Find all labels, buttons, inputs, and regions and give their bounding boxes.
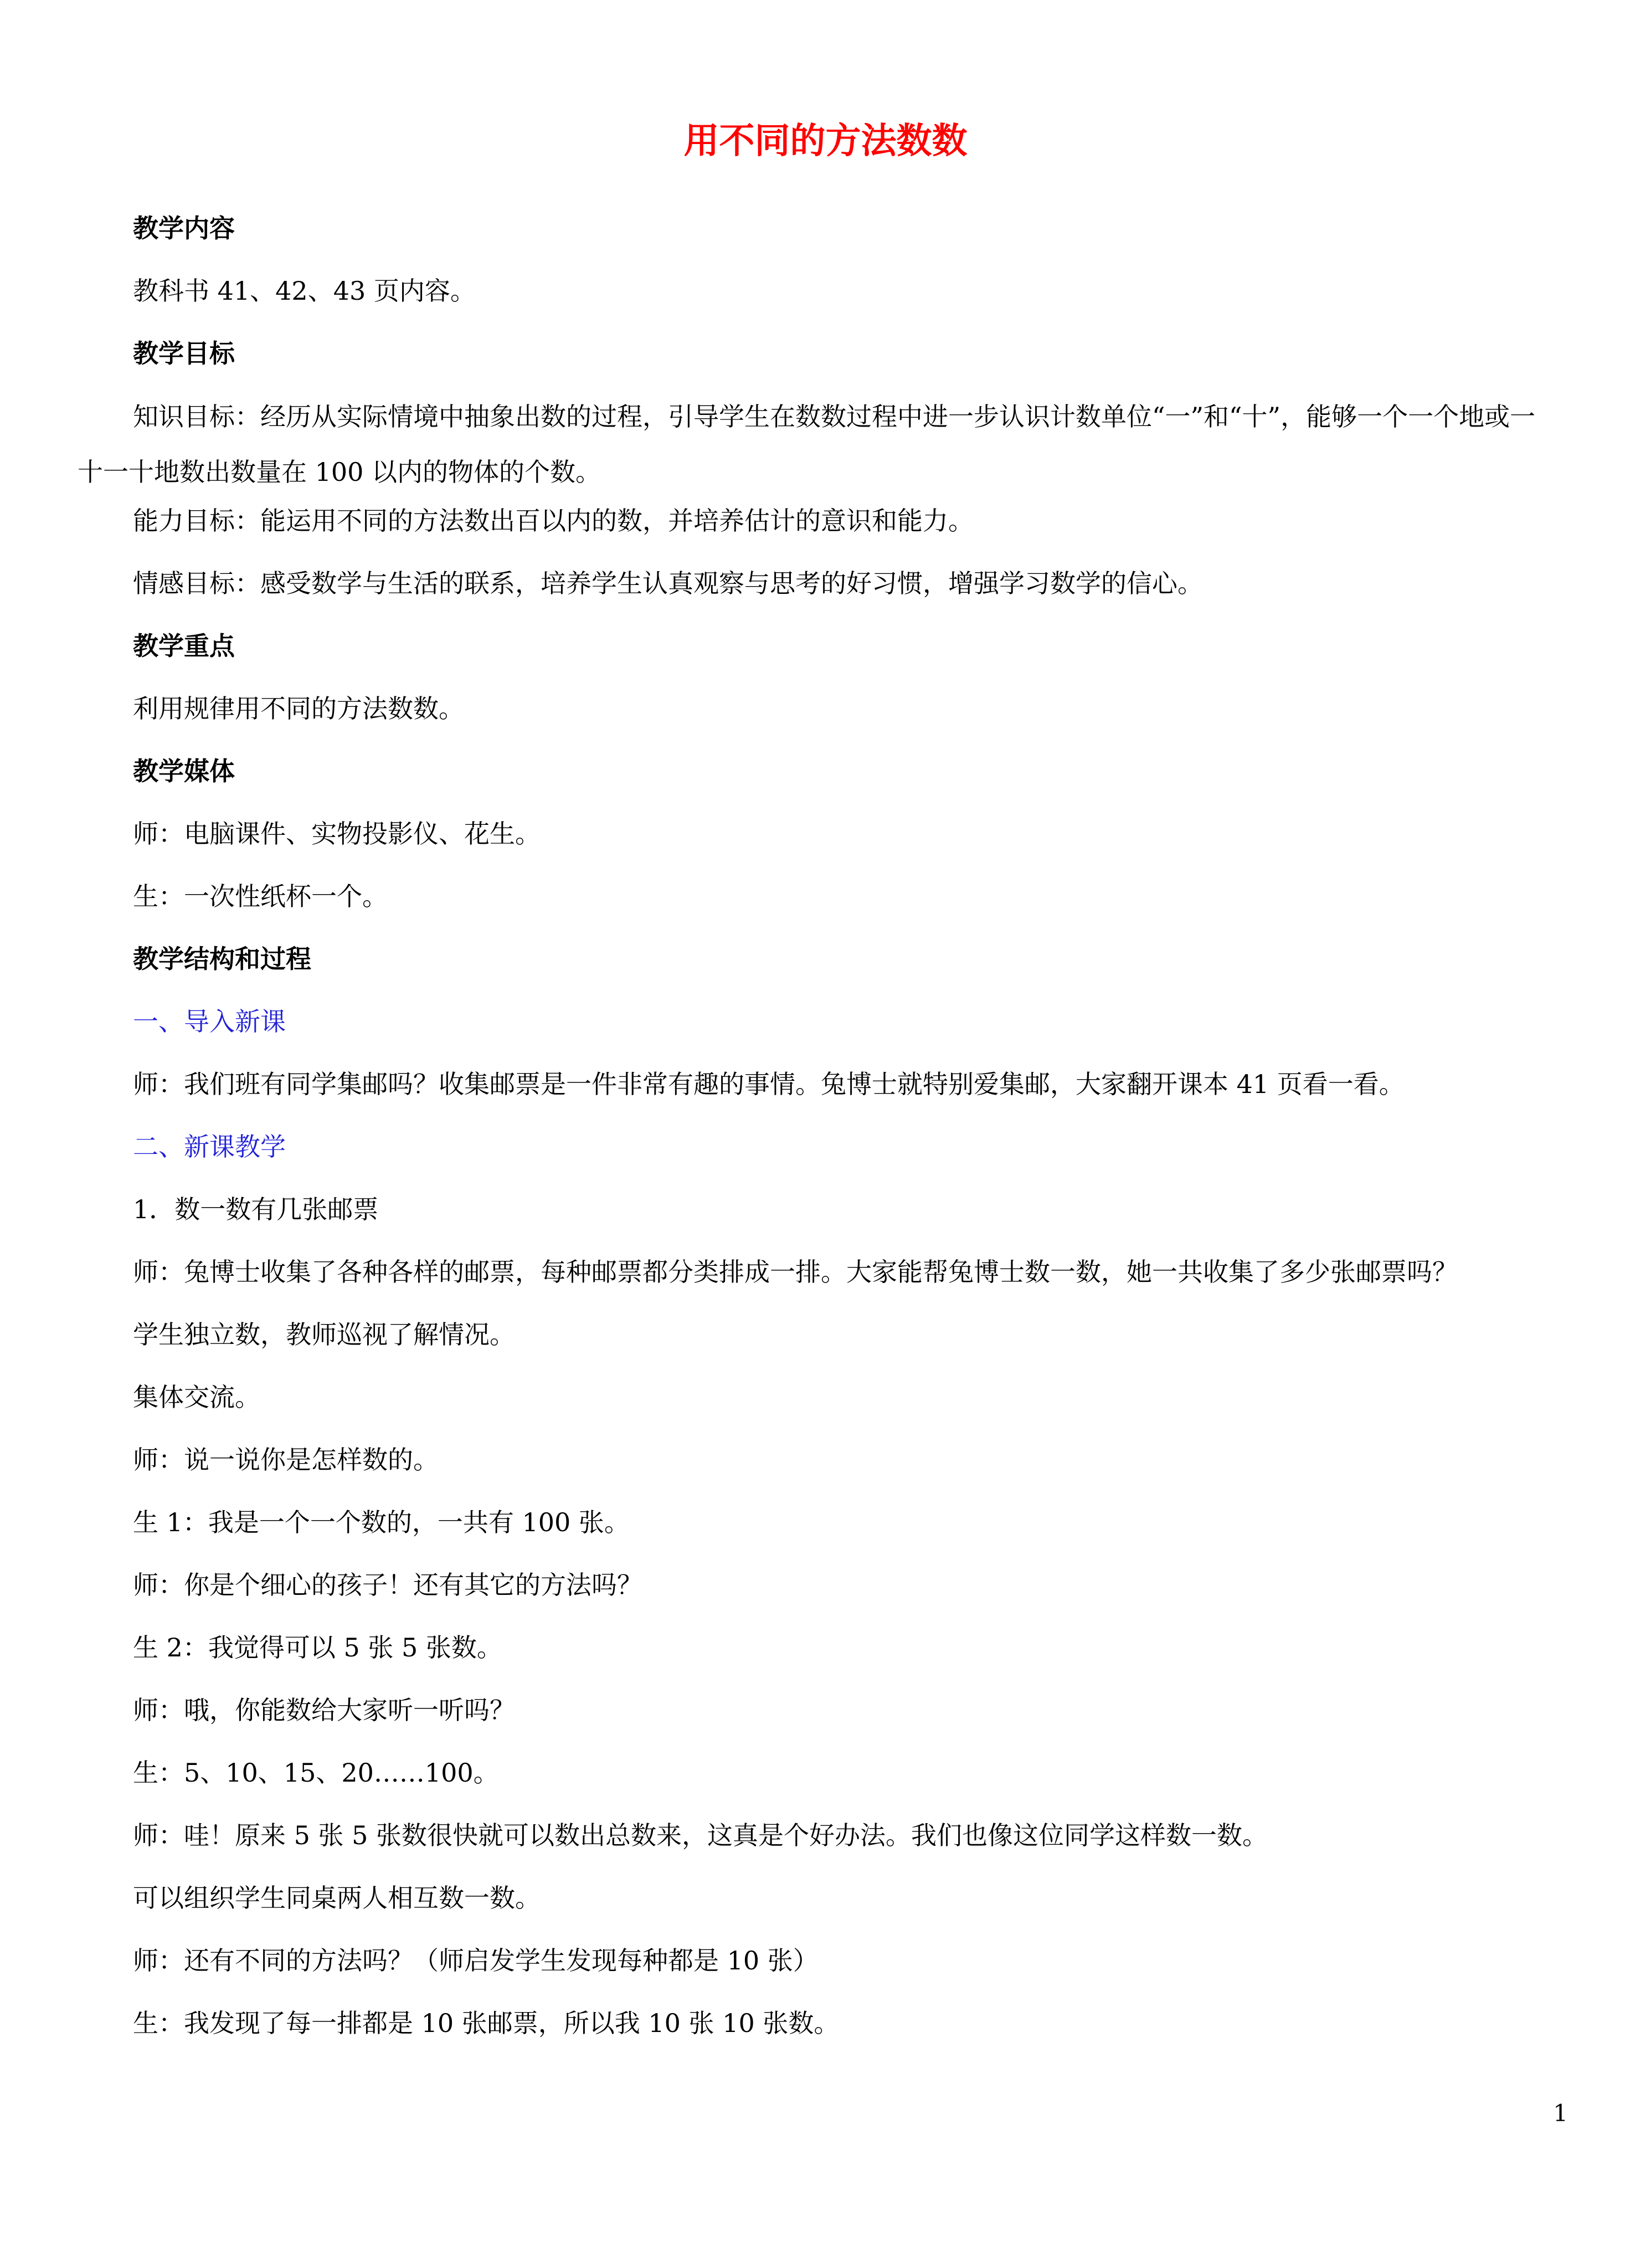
paragraph: 学生独立数，教师巡视了解情况。 (133, 1320, 515, 1349)
paragraph: 师：我们班有同学集邮吗？收集邮票是一件非常有趣的事情。兔博士就特别爱集邮，大家翻开课本 41 页看一看。 (133, 1069, 1405, 1099)
paragraph: 能力目标：能运用不同的方法数出百以内的数，并培养估计的意识和能力。 (133, 506, 974, 536)
section-heading-intro: 一、导入新课 (133, 1007, 286, 1036)
paragraph: 生：我发现了每一排都是 10 张邮票，所以我 10 张 10 张数。 (133, 2008, 840, 2038)
heading-teaching-media: 教学媒体 (133, 756, 235, 786)
paragraph: 师：哇！原来 5 张 5 张数很快就可以数出总数来，这真是个好办法。我们也像这位同学这样数一数。 (133, 1820, 1268, 1850)
paragraph: 情感目标：感受数学与生活的联系，培养学生认真观察与思考的好习惯，增强学习数学的信心。 (133, 568, 1203, 598)
page-number: 1 (1553, 2100, 1568, 2127)
paragraph: 师：还有不同的方法吗？（师启发学生发现每种都是 10 张） (133, 1946, 819, 1975)
paragraph: 教科书 41、42、43 页内容。 (133, 276, 476, 306)
heading-teaching-content: 教学内容 (133, 213, 235, 243)
paragraph: 集体交流。 (133, 1382, 260, 1412)
paragraph: 师：哦，你能数给大家听一听吗？ (133, 1695, 515, 1725)
paragraph: 利用规律用不同的方法数数。 (133, 694, 464, 723)
heading-structure-process: 教学结构和过程 (133, 944, 311, 974)
paragraph: 1．数一数有几张邮票 (133, 1194, 379, 1224)
paragraph: 生 1：我是一个一个数的，一共有 100 张。 (133, 1507, 630, 1537)
paragraph: 师：说一说你是怎样数的。 (133, 1445, 439, 1475)
heading-key-points: 教学重点 (133, 631, 235, 661)
heading-teaching-goals: 教学目标 (133, 338, 235, 368)
paragraph: 生 2：我觉得可以 5 张 5 张数。 (133, 1633, 502, 1662)
page-title: 用不同的方法数数 (683, 121, 968, 162)
paragraph: 师：电脑课件、实物投影仪、花生。 (133, 819, 541, 849)
paragraph: 生：5、10、15、20……100。 (133, 1758, 499, 1788)
paragraph: 可以组织学生同桌两人相互数一数。 (133, 1883, 541, 1913)
paragraph-knowledge-goal: 知识目标：经历从实际情境中抽象出数的过程，引导学生在数数过程中进一步认识计数单位“一”和“十”，能够一个一个地或一十一十地数出数量在 100 以内的物体的个数。 (78, 402, 1536, 487)
section-heading-new-lesson: 二、新课教学 (133, 1132, 286, 1162)
paragraph: 师：你是个细心的孩子！还有其它的方法吗？ (133, 1570, 642, 1600)
paragraph: 生：一次性纸杯一个。 (133, 881, 388, 911)
paragraph: 师：兔博士收集了各种各样的邮票，每种邮票都分类排成一排。大家能帮兔博士数一数，她一共收集了多少张邮票吗？ (133, 1257, 1458, 1287)
